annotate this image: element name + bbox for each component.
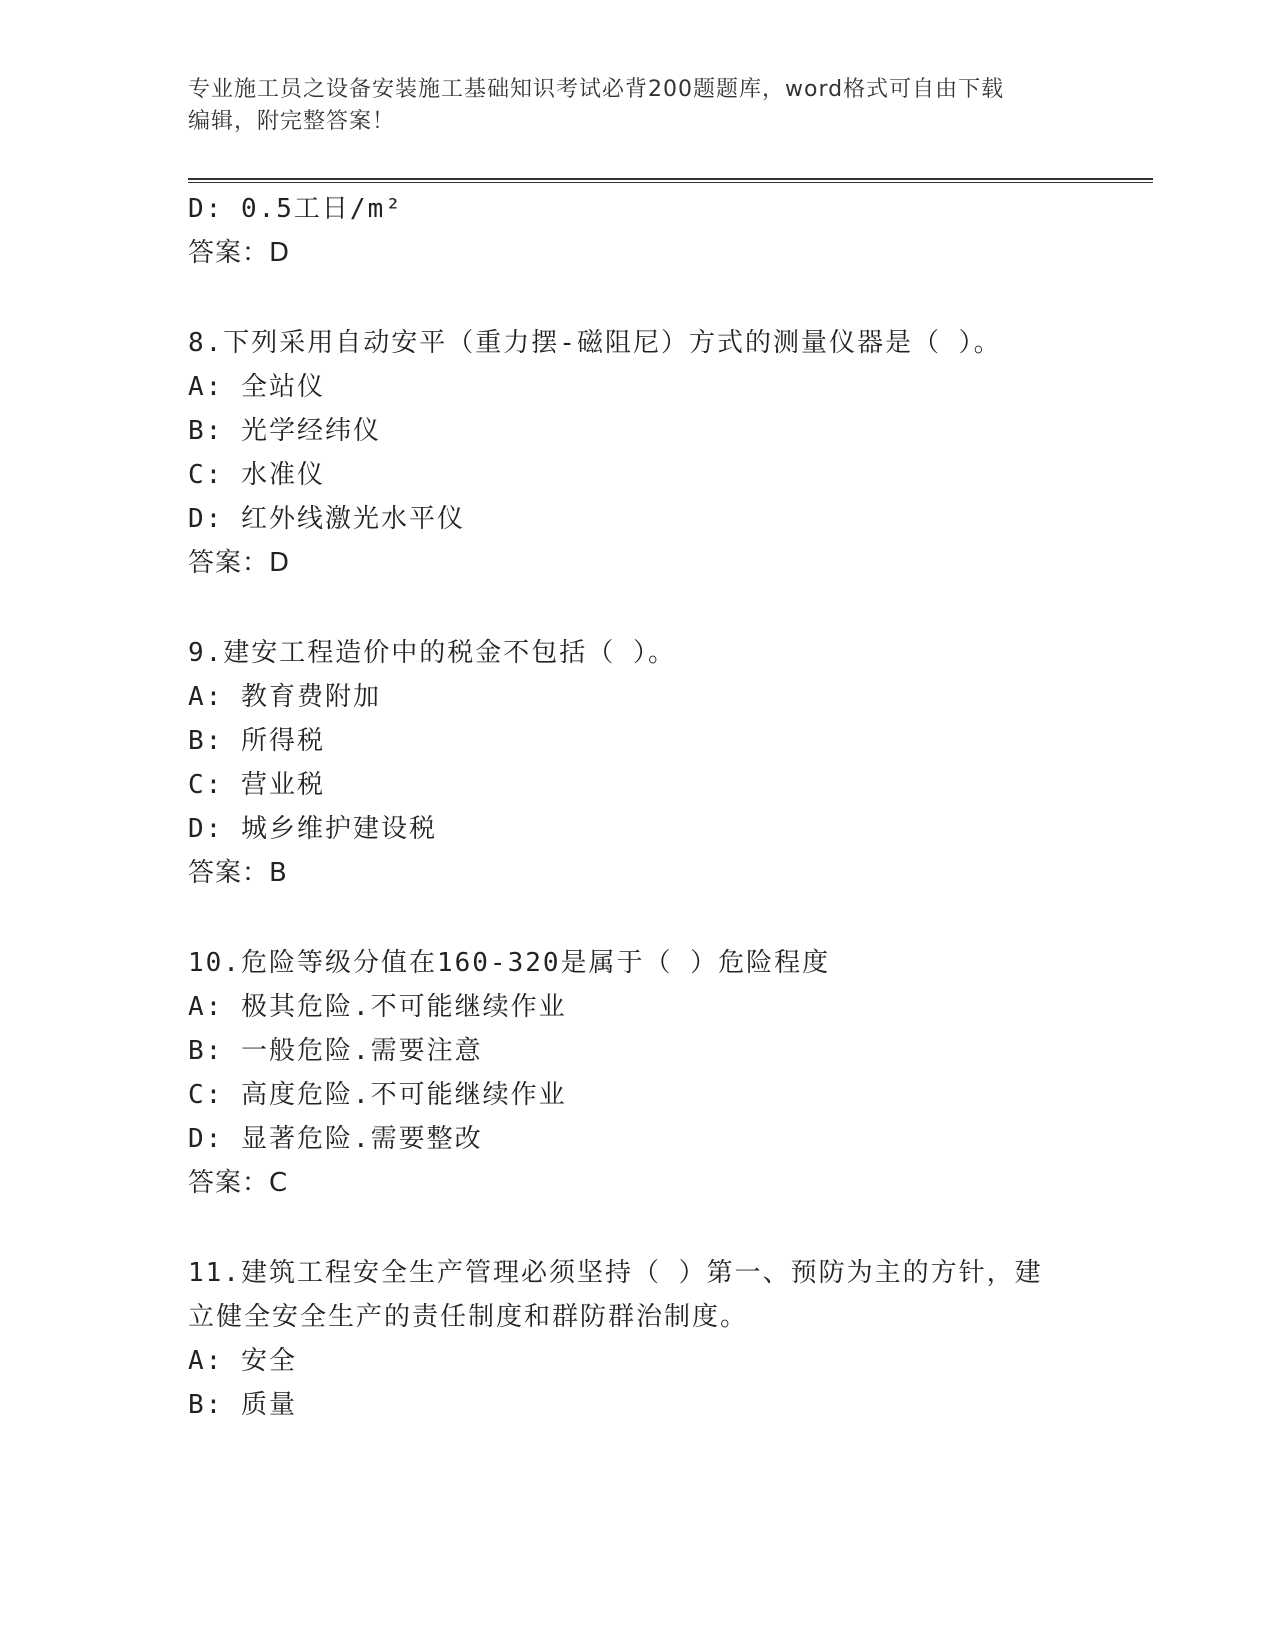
- q9-option-b: B: 所得税: [188, 726, 325, 756]
- prev-question-option-d: D: 0.5工日/m²: [188, 194, 403, 224]
- header-title-line-1: 专业施工员之设备安装施工基础知识考试必背200题题库，word格式可自由下载: [188, 77, 1005, 102]
- prev-question-answer: 答案：D: [188, 238, 291, 268]
- q10-answer: 答案：C: [188, 1168, 289, 1198]
- q9-option-a: A: 教育费附加: [188, 682, 381, 712]
- q8-answer: 答案：D: [188, 548, 291, 578]
- q11-stem-line-2: 立健全安全生产的责任制度和群防群治制度。: [188, 1302, 749, 1332]
- q9-answer: 答案：B: [188, 858, 288, 888]
- document-header: [188, 74, 1088, 138]
- q11-option-b: B: 质量: [188, 1390, 297, 1420]
- q10-option-c: C: 高度危险.不可能继续作业: [188, 1080, 567, 1110]
- q8-option-d: D: 红外线激光水平仪: [188, 504, 465, 534]
- header-title-line-2: 编辑，附完整答案！: [188, 109, 396, 134]
- q8-option-a: A: 全站仪: [188, 372, 325, 402]
- q8-option-b: B: 光学经纬仪: [188, 416, 381, 446]
- header-divider: [188, 178, 1153, 183]
- q9-option-d: D: 城乡维护建设税: [188, 814, 437, 844]
- q10-option-b: B: 一般危险.需要注意: [188, 1036, 483, 1066]
- q11-option-a: A: 安全: [188, 1346, 297, 1376]
- q10-option-d: D: 显著危险.需要整改: [188, 1124, 483, 1154]
- q9-option-c: C: 营业税: [188, 770, 325, 800]
- q9-stem: 9.建安工程造价中的税金不包括（ ）。: [188, 638, 676, 668]
- q8-stem: 8.下列采用自动安平（重力摆-磁阻尼）方式的测量仪器是（ ）。: [188, 328, 1002, 358]
- q10-option-a: A: 极其危险.不可能继续作业: [188, 992, 567, 1022]
- q8-option-c: C: 水准仪: [188, 460, 325, 490]
- q10-stem: 10.危险等级分值在160-320是属于（ ）危险程度: [188, 948, 831, 978]
- q11-stem-line-1: 11.建筑工程安全生产管理必须坚持（ ）第一、预防为主的方针，建: [188, 1258, 1043, 1288]
